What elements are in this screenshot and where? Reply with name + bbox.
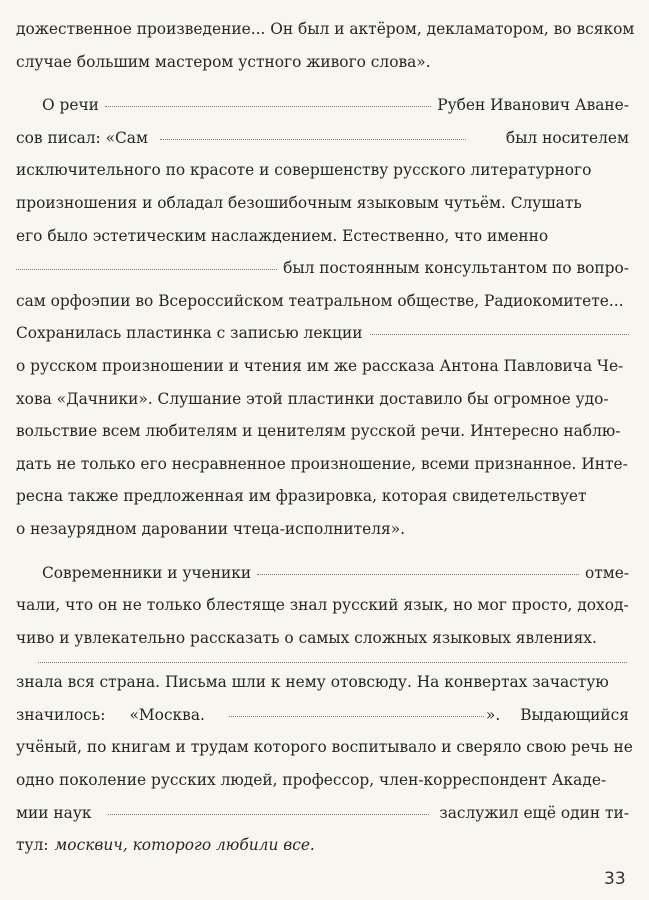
fill-in-blank[interactable]	[38, 662, 627, 663]
fill-in-blank[interactable]	[229, 716, 484, 717]
text-line	[16, 13, 635, 46]
paragraph-3	[16, 557, 629, 655]
line-text: учёный, по книгам и трудам которого воспитывало и сверяло свою речь не	[16, 738, 633, 757]
line-text: ресна также предложенная им фразировка, которая свидетельствует	[16, 487, 587, 506]
line-text: одно поколение русских людей, профессор, член-корреспондент Акаде-	[16, 771, 607, 790]
line-text: исключительного по красоте и совершенству русского литературного	[16, 161, 592, 180]
paragraph-2	[16, 89, 629, 545]
line-text: дать не только его несравненное произношение, всеми признанное. Инте-	[16, 454, 628, 473]
line-text: случае большим мастером устного живого слова».	[16, 52, 431, 71]
text-line	[16, 317, 629, 350]
line-text: отме-	[584, 563, 629, 582]
line-text: заслужил ещё один ти-	[439, 803, 629, 822]
text-line	[16, 829, 629, 862]
line-text: Современники и ученики	[42, 563, 252, 582]
line-text: сам орфоэпии во Всероссийском театральном обществе, Радиокомитете...	[16, 291, 624, 310]
line-text: дожественное произведение... Он был и актёром, декламатором, во всяком	[16, 20, 635, 38]
line-text: сов писал: «Сам	[16, 128, 148, 147]
line-text: был постоянным консультантом по вопро-	[283, 259, 629, 278]
text-line	[16, 252, 629, 285]
text-line	[16, 89, 629, 122]
text-line	[16, 122, 629, 155]
line-text: о незаурядном даровании чтеца-исполнителя».	[16, 519, 406, 538]
text-line	[16, 589, 629, 622]
text-line	[16, 415, 629, 448]
text-line	[16, 285, 629, 318]
paragraph-1	[16, 13, 635, 78]
line-text: был носителем	[505, 128, 629, 147]
text-line	[16, 797, 629, 830]
page-number: 33	[604, 869, 626, 889]
fill-in-blank[interactable]	[16, 269, 277, 270]
fill-in-blank[interactable]	[257, 574, 579, 575]
line-text: знала вся страна. Письма шли к нему отовсюду. На конвертах зачастую	[16, 673, 609, 692]
line-text: чали, что он не только блестяще знал русский язык, но мог просто, доход-	[16, 596, 629, 615]
text-line	[16, 731, 633, 764]
text-line	[16, 480, 629, 513]
line-text: чиво и увлекательно рассказать о самых сложных языковых явлениях.	[16, 628, 597, 647]
text-line	[16, 350, 629, 383]
text-line	[16, 513, 629, 546]
line-text: тул:	[16, 836, 49, 855]
line-text: хова «Дачники». Слушание этой пластинки доставило бы огромное удо-	[16, 389, 609, 408]
text-line	[16, 187, 629, 220]
fill-in-blank[interactable]	[108, 814, 430, 815]
line-text: произношения и обладал безошибочным языковым чутьём. Слушать	[16, 193, 582, 212]
text-line	[16, 154, 629, 187]
line-text: значилось:	[16, 705, 106, 724]
line-text: ».	[485, 705, 501, 724]
text-line	[16, 46, 629, 79]
fill-in-blank[interactable]	[105, 106, 431, 107]
line-text: его было эстетическим наслаждением. Естественно, что именно	[16, 226, 549, 245]
text-line	[16, 764, 629, 797]
text-line	[16, 448, 629, 481]
text-line	[16, 666, 629, 699]
text-line	[16, 557, 629, 590]
line-text: мии наук	[16, 803, 92, 822]
text-line	[16, 220, 629, 253]
page-text	[16, 13, 635, 873]
line-text: о русском произношении и чтения им же рассказа Антона Павловича Че-	[16, 356, 624, 375]
line-text: Сохранилась пластинка с записью лекции	[16, 324, 363, 343]
line-text: Выдающийся	[520, 705, 629, 724]
fill-in-blank[interactable]	[160, 139, 466, 140]
italic-text: москвич, которого любили все.	[54, 836, 315, 855]
line-text: вольствие всем любителям и ценителям русской речи. Интересно наблю-	[16, 422, 621, 441]
line-text: Рубен Иванович Аване-	[437, 96, 629, 115]
text-line	[16, 383, 629, 416]
text-line	[16, 622, 629, 655]
line-text: О речи	[42, 96, 99, 115]
line-text: «Москва.	[129, 705, 205, 724]
paragraph-4	[16, 665, 633, 862]
fill-in-blank[interactable]	[370, 334, 629, 335]
text-line	[16, 699, 629, 732]
